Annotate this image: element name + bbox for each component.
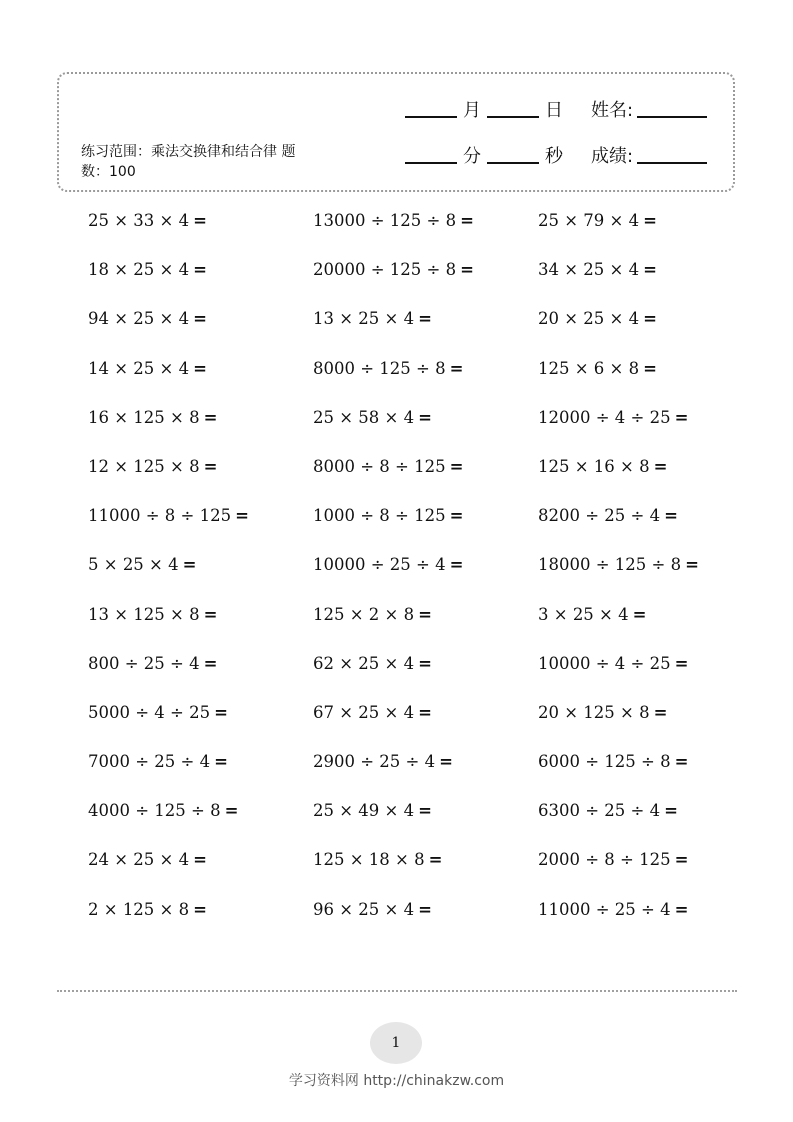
equals-sign: =	[193, 211, 207, 230]
problem-expression: 3 × 25 × 4	[538, 604, 629, 624]
equals-sign: =	[674, 653, 689, 673]
problem-expression: 8200 ÷ 25 ÷ 4	[538, 506, 661, 526]
equals-sign: =	[182, 555, 197, 575]
problem-expression: 2 × 125 × 8	[88, 899, 190, 919]
seconds-label: 秒	[545, 146, 563, 167]
problem-expression: 25 × 79 × 4	[538, 211, 640, 230]
problem-item	[88, 797, 313, 846]
month-blank[interactable]	[405, 115, 457, 118]
problem-item	[313, 404, 538, 453]
problem-expression: 2900 ÷ 25 ÷ 4	[313, 752, 436, 772]
problem-expression: 11000 ÷ 25 ÷ 4	[538, 899, 671, 919]
equals-sign: =	[418, 702, 432, 722]
problem-item	[88, 355, 313, 404]
problem-expression: 5 × 25 × 4	[88, 555, 179, 575]
equals-sign: =	[193, 899, 207, 919]
worksheet-header	[57, 72, 735, 192]
problem-item	[538, 650, 738, 699]
problem-expression: 67 × 25 × 4	[313, 702, 415, 722]
problem-expression: 13000 ÷ 125 ÷ 8	[313, 211, 457, 230]
equals-sign: =	[653, 702, 668, 722]
problem-item	[88, 404, 313, 453]
problem-expression: 14 × 25 × 4	[88, 358, 190, 378]
problem-item	[538, 502, 738, 551]
problem-item	[88, 748, 313, 797]
equals-sign: =	[193, 260, 207, 280]
equals-sign: =	[685, 555, 699, 575]
problem-item	[538, 699, 738, 748]
problem-expression: 25 × 49 × 4	[313, 801, 415, 821]
problem-expression: 62 × 25 × 4	[313, 653, 415, 673]
equals-sign: =	[643, 309, 657, 329]
problem-item	[88, 551, 313, 600]
problem-item	[88, 305, 313, 354]
problem-item	[88, 846, 313, 895]
problem-expression: 20 × 25 × 4	[538, 309, 640, 329]
problem-item	[313, 256, 538, 305]
problem-item	[313, 453, 538, 502]
problem-expression: 7000 ÷ 25 ÷ 4	[88, 752, 211, 772]
equals-sign: =	[664, 506, 678, 526]
equals-sign: =	[674, 850, 689, 870]
score-label: 成绩:	[591, 146, 634, 167]
problem-item	[538, 601, 738, 650]
minutes-label: 分	[463, 146, 481, 167]
equals-sign: =	[439, 752, 453, 772]
problem-expression: 96 × 25 × 4	[313, 899, 415, 919]
problem-item	[88, 896, 313, 945]
problem-expression: 12 × 125 × 8	[88, 456, 200, 476]
problem-item	[88, 650, 313, 699]
problem-expression: 125 × 16 × 8	[538, 456, 650, 476]
equals-sign: =	[449, 506, 464, 526]
equals-sign: =	[418, 899, 432, 919]
equals-sign: =	[203, 653, 218, 673]
problem-expression: 11000 ÷ 8 ÷ 125	[88, 506, 232, 526]
equals-sign: =	[418, 407, 432, 427]
problem-expression: 800 ÷ 25 ÷ 4	[88, 653, 200, 673]
problem-expression: 20 × 125 × 8	[538, 702, 650, 722]
problem-item	[313, 846, 538, 895]
problem-item	[313, 650, 538, 699]
problem-item	[538, 207, 738, 256]
problem-expression: 8000 ÷ 125 ÷ 8	[313, 358, 446, 378]
equals-sign: =	[449, 358, 464, 378]
equals-sign: =	[643, 358, 657, 378]
score-blank[interactable]	[637, 161, 707, 164]
problem-item	[538, 404, 738, 453]
problem-item	[313, 748, 538, 797]
problem-item	[88, 502, 313, 551]
problem-expression: 12000 ÷ 4 ÷ 25	[538, 407, 671, 427]
equals-sign: =	[418, 653, 432, 673]
problem-expression: 18000 ÷ 125 ÷ 8	[538, 555, 682, 575]
problem-item	[538, 748, 738, 797]
equals-sign: =	[214, 752, 228, 772]
equals-sign: =	[643, 211, 657, 230]
equals-sign: =	[203, 407, 218, 427]
equals-sign: =	[193, 358, 207, 378]
equals-sign: =	[193, 309, 207, 329]
problem-item	[538, 551, 738, 600]
month-label: 月	[463, 100, 481, 121]
problem-expression: 125 × 18 × 8	[313, 850, 425, 870]
problem-grid	[88, 207, 738, 945]
problem-item	[538, 797, 738, 846]
problem-item	[538, 355, 738, 404]
equals-sign: =	[193, 850, 207, 870]
name-label: 姓名:	[591, 100, 634, 121]
problem-expression: 94 × 25 × 4	[88, 309, 190, 329]
problem-item	[313, 601, 538, 650]
date-name-row	[405, 94, 707, 122]
problem-item	[538, 896, 738, 945]
problem-item	[538, 846, 738, 895]
day-label: 日	[545, 100, 563, 121]
problem-expression: 4000 ÷ 125 ÷ 8	[88, 801, 221, 821]
problem-expression: 18 × 25 × 4	[88, 260, 190, 280]
problem-expression: 8000 ÷ 8 ÷ 125	[313, 456, 446, 476]
problem-expression: 10000 ÷ 25 ÷ 4	[313, 555, 446, 575]
problem-expression: 5000 ÷ 4 ÷ 25	[88, 702, 211, 722]
equals-sign: =	[449, 456, 464, 476]
problem-item	[313, 896, 538, 945]
practice-scope: 练习范围：乘法交换律和结合律 题数：100	[81, 144, 296, 180]
problem-item	[88, 256, 313, 305]
equals-sign: =	[418, 309, 432, 329]
problem-expression: 2000 ÷ 8 ÷ 125	[538, 850, 671, 870]
problem-expression: 13 × 125 × 8	[88, 604, 200, 624]
problem-expression: 34 × 25 × 4	[538, 260, 640, 280]
problem-expression: 6000 ÷ 125 ÷ 8	[538, 752, 671, 772]
problem-item	[538, 453, 738, 502]
problem-item	[313, 502, 538, 551]
problem-expression: 16 × 125 × 8	[88, 407, 200, 427]
problem-item	[313, 207, 538, 256]
page-number: 1	[370, 1022, 422, 1064]
problem-expression: 10000 ÷ 4 ÷ 25	[538, 653, 671, 673]
problem-expression: 1000 ÷ 8 ÷ 125	[313, 506, 446, 526]
problem-item	[313, 355, 538, 404]
problem-expression: 20000 ÷ 125 ÷ 8	[313, 260, 457, 280]
problem-item	[88, 601, 313, 650]
problem-item	[538, 256, 738, 305]
equals-sign: =	[203, 604, 218, 624]
equals-sign: =	[674, 407, 689, 427]
problem-item	[313, 797, 538, 846]
equals-sign: =	[428, 850, 443, 870]
equals-sign: =	[203, 456, 218, 476]
equals-sign: =	[418, 604, 432, 624]
equals-sign: =	[632, 604, 647, 624]
problem-expression: 25 × 58 × 4	[313, 407, 415, 427]
problem-expression: 125 × 6 × 8	[538, 358, 640, 378]
equals-sign: =	[664, 801, 678, 821]
equals-sign: =	[449, 555, 464, 575]
problem-expression: 6300 ÷ 25 ÷ 4	[538, 801, 661, 821]
problem-item	[313, 305, 538, 354]
name-blank[interactable]	[637, 115, 707, 118]
equals-sign: =	[235, 506, 249, 526]
equals-sign: =	[224, 801, 239, 821]
equals-sign: =	[643, 260, 657, 280]
equals-sign: =	[418, 801, 432, 821]
problem-item	[313, 551, 538, 600]
minutes-blank[interactable]	[405, 161, 457, 164]
problem-expression: 24 × 25 × 4	[88, 850, 190, 870]
day-blank[interactable]	[487, 115, 539, 118]
footer-divider	[57, 990, 737, 992]
problem-item	[88, 699, 313, 748]
footer-source: 学习资料网 http://chinakzw.com	[288, 1073, 505, 1089]
seconds-blank[interactable]	[487, 161, 539, 164]
problem-item	[313, 699, 538, 748]
equals-sign: =	[674, 899, 689, 919]
problem-expression: 25 × 33 × 4	[88, 211, 190, 230]
equals-sign: =	[214, 702, 228, 722]
problem-item	[538, 305, 738, 354]
problem-item	[88, 207, 313, 256]
problem-item	[88, 453, 313, 502]
equals-sign: =	[653, 456, 668, 476]
equals-sign: =	[674, 752, 689, 772]
equals-sign: =	[460, 260, 474, 280]
time-score-row	[405, 140, 707, 168]
equals-sign: =	[460, 211, 474, 230]
problem-expression: 13 × 25 × 4	[313, 309, 415, 329]
problem-expression: 125 × 2 × 8	[313, 604, 415, 624]
